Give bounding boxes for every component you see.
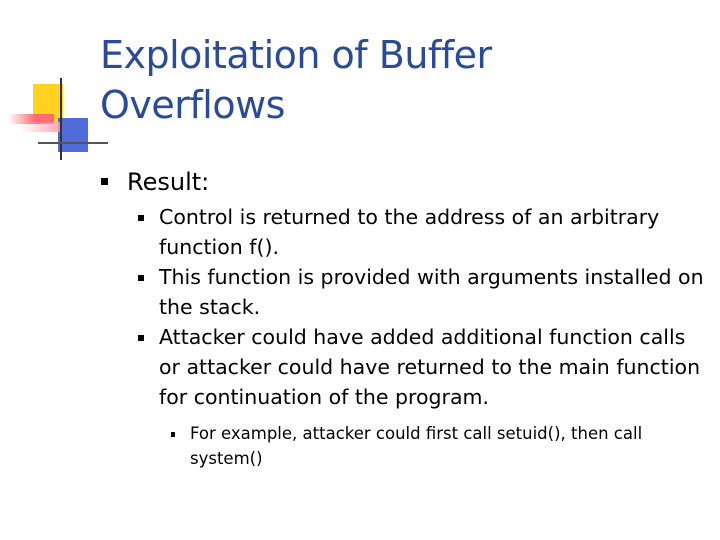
bullet-marker	[138, 215, 144, 221]
sub-bullet-item	[159, 202, 709, 262]
slide-logo-decoration	[0, 0, 110, 170]
bullet-marker	[138, 335, 144, 341]
sub-sub-bullet-list	[190, 421, 690, 471]
sub-sub-bullet-text: For example, attacker could first call setuid(), then call system()	[190, 424, 643, 468]
slide-title-line-1: Exploitation of Buffer	[100, 33, 492, 77]
sub-sub-bullet-item	[190, 421, 690, 471]
sub-bullet-list	[159, 202, 709, 412]
slide-title	[100, 30, 700, 130]
bullet-result: Result:	[127, 168, 210, 196]
bullet-marker	[101, 178, 108, 185]
sub-bullet-text: Attacker could have added additional function calls or attacker could have returned to the main function for continuation of the program.	[159, 325, 701, 409]
sub-bullet-item	[159, 322, 709, 412]
bullet-marker	[171, 432, 175, 437]
sub-bullet-text: Control is returned to the address of an arbitrary function f().	[159, 205, 660, 259]
sub-bullet-text: This function is provided with arguments installed on the stack.	[159, 265, 704, 319]
bullet-marker	[138, 275, 144, 281]
slide-title-line-2: Overflows	[100, 83, 285, 127]
sub-bullet-item	[159, 262, 709, 322]
